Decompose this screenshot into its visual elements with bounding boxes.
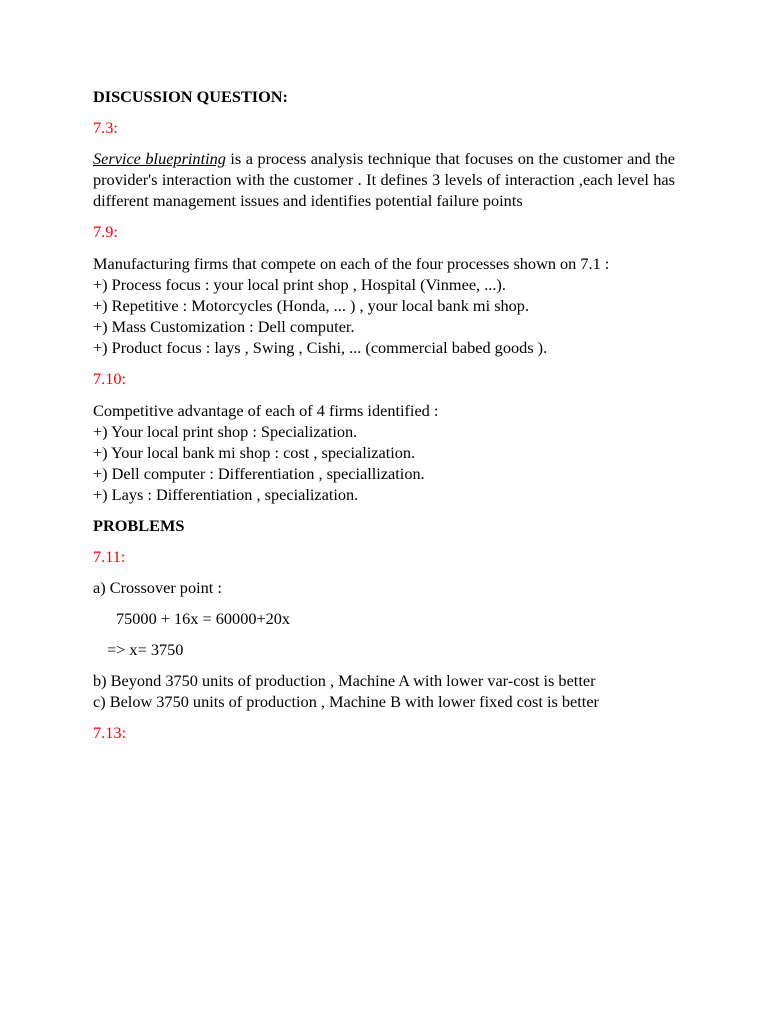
answer-line: c) Below 3750 units of production , Machine B with lower fixed cost is better [93, 692, 599, 711]
crossover-equation: 75000 + 16x = 60000+20x [116, 609, 291, 628]
question-7-13-number: 7.13: [93, 723, 127, 742]
question-7-10-answer [93, 400, 675, 505]
document-page [93, 86, 675, 743]
problems-heading: PROBLEMS [93, 516, 185, 535]
answer-line: +) Repetitive : Motorcycles (Honda, ... ) , your local bank mi shop. [93, 296, 530, 315]
service-blueprinting-term: Service blueprinting [93, 149, 226, 168]
question-7-9-answer [93, 253, 675, 358]
question-7-3-answer [93, 148, 675, 211]
question-7-9-number: 7.9: [93, 222, 118, 241]
crossover-result: => x= 3750 [107, 640, 184, 659]
question-7-3-text: is a process analysis technique that focuses on the customer and the provider's interaction with the customer . It defines 3 levels of interaction ,each level has different management issues and identifies potential failure points [93, 149, 675, 210]
question-7-3-number: 7.3: [93, 118, 118, 137]
question-7-11-number: 7.11: [93, 547, 126, 566]
answer-line: +) Mass Customization : Dell computer. [93, 317, 355, 336]
question-7-11-conclusions [93, 670, 675, 712]
answer-line: +) Lays : Differentiation , specialization. [93, 485, 359, 504]
discussion-heading: DISCUSSION QUESTION: [93, 87, 288, 106]
answer-line: b) Beyond 3750 units of production , Machine A with lower var-cost is better [93, 671, 596, 690]
answer-line: +) Dell computer : Differentiation , speciallization. [93, 464, 425, 483]
question-7-10-number: 7.10: [93, 369, 127, 388]
answer-line: Manufacturing firms that compete on each of the four processes shown on 7.1 : [93, 254, 610, 273]
answer-line: +) Product focus : lays , Swing , Cishi, ... (commercial babed goods ). [93, 338, 548, 357]
crossover-point-label: a) Crossover point : [93, 578, 222, 597]
answer-line: +) Your local print shop : Specialization. [93, 422, 358, 441]
answer-line: Competitive advantage of each of 4 firms identified : [93, 401, 439, 420]
answer-line: +) Process focus : your local print shop , Hospital (Vinmee, ...). [93, 275, 506, 294]
answer-line: +) Your local bank mi shop : cost , specialization. [93, 443, 416, 462]
